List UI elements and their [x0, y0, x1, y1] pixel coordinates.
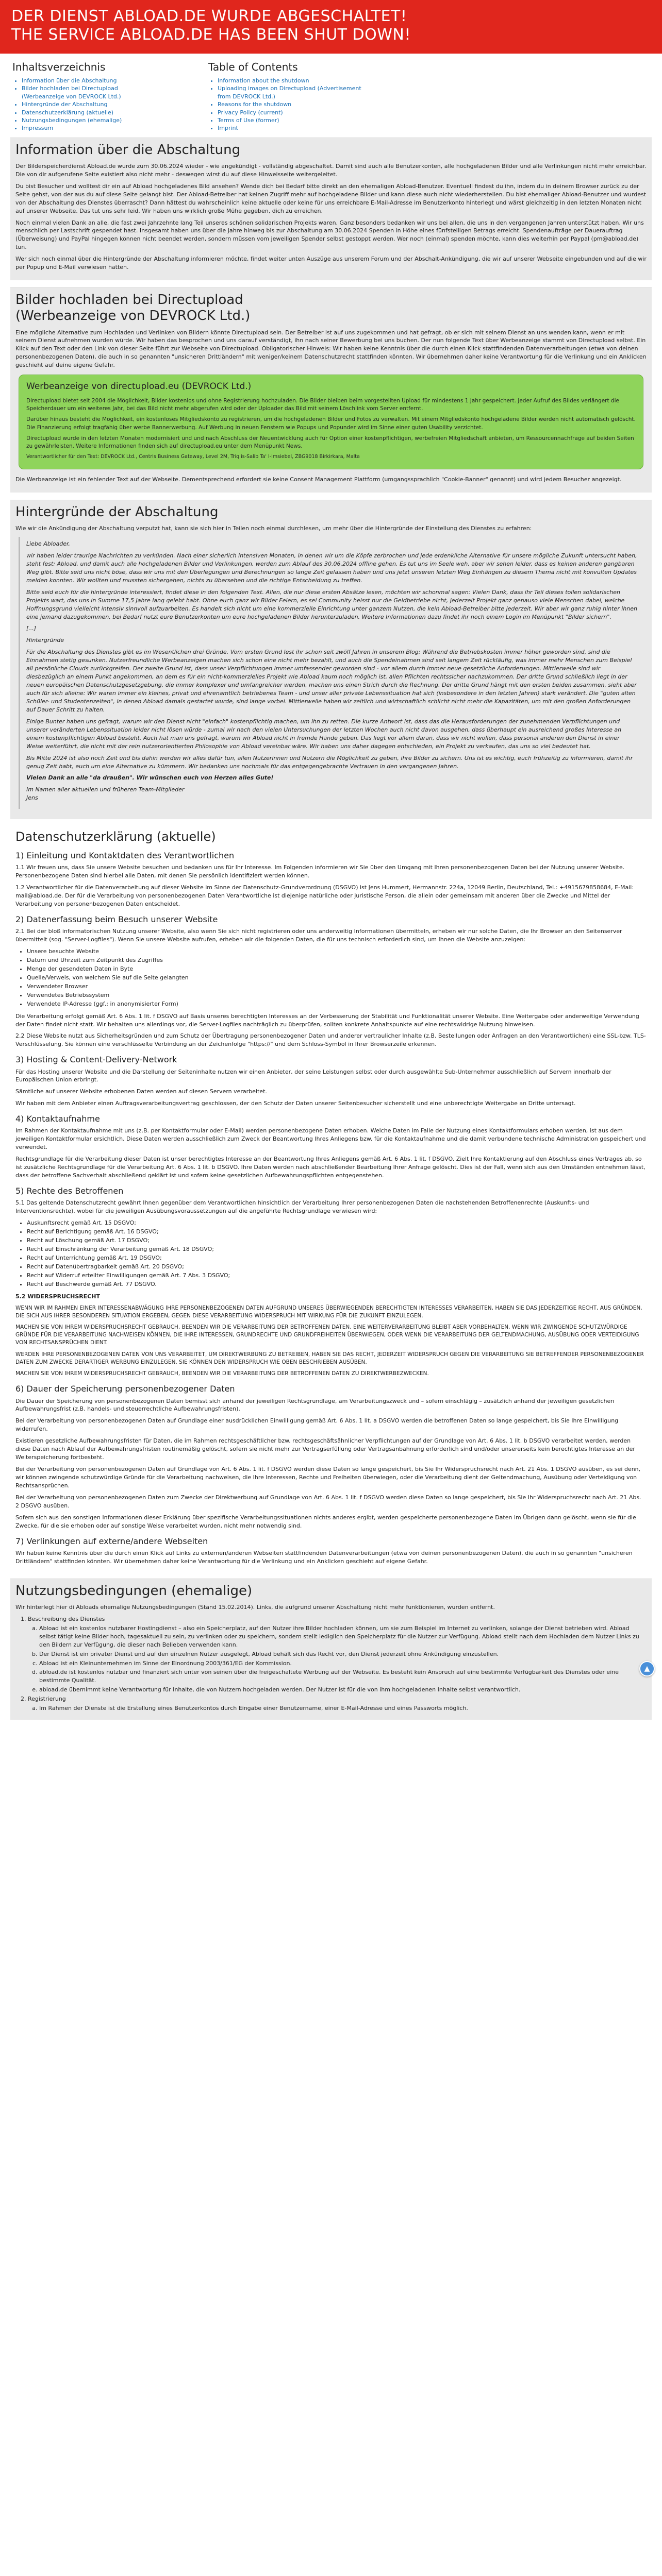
toc-link[interactable]: • Imprint [218, 124, 363, 132]
paragraph: Noch einmal vielen Dank an alle, die fast zwei Jahrzehnte lang Teil unseres schönen solidarischen Projekts waren. Ganz besonders bedanken wir uns bei allen, die uns in den vergangenen Jahren unterstützt haben. Wir uns menschlich per Lastschrift gespendet hast. Insgesamt haben uns über die Jahre hinweg bis zur Abschaltung am 30.06.2024 Spenden in Höhe eines fünfstelligen Betrags erreicht. Spendenaufträge per Dauerauftrag (Überweisung) und PayPal hingegen können nicht beendet werden, sondern müssen vom jeweiligen Spender selbst gestoppt werden. Wer noch (einmal) spenden möchte, kann dies weiterhin per Paypal (pm@abload.de) tun. [15, 219, 644, 251]
paragraph: Rechtsgrundlage für die Verarbeitung dieser Daten ist unser berechtigtes Interesse an der Beantwortung Ihres Anliegens gemäß Art. 6 Abs. 1 lit. f DSGVO. Zielt Ihre Kontaktierung auf den Abschluss eines Vertrages ab, so ist zusätzliche Rechtsgrundlage für die Verarbeitung Art. 6 Abs. 1 lit. b DSGVO. Ihre Daten werden nach abschließender Bearbeitung Ihrer Anfrage gelöscht. Dies ist der Fall, wenn sich aus den Umständen entnehmen lässt, dass der betroffene Sachverhalt abschließend geklärt ist und sofern keine gesetzlichen Aufbewahrungspflichten entgegenstehen. [15, 1156, 646, 1179]
list-item: • Recht auf Einschränkung der Verarbeitung gemäß Art. 18 DSGVO; [27, 1245, 647, 1253]
announcement-quote [19, 537, 643, 809]
terms-item-title: Registrierung [28, 1696, 66, 1703]
toc-list-en [208, 77, 363, 132]
section-directupload [10, 287, 652, 493]
paragraph: Sämtliche auf unserer Website erhobenen Daten werden auf diesen Servern verarbeitet. [15, 1088, 267, 1095]
paragraph: MACHEN SIE VON IHREM WIDERSPRUCHSRECHT GEBRAUCH, BEENDEN WIR DIE VERARBEITUNG DER BETROFFENEN DATEN ZU DIREKTWERBEZWECKEN. [15, 1370, 429, 1377]
list-item: • Verwendeter Browser [27, 982, 647, 991]
ad-paragraph: Directupload bietet seit 2004 die Möglichkeit, Bilder kostenlos und ohne Registrierung hochzuladen. Die Bilder bleiben beim vorgestellten Upload für mindestens 1 Jahr gespeichert. Jeder Aufruf des Bildes verlängert die Speicherdauer um ein weiteres Jahr, bei das Bild nicht mehr abgerufen wird oder der Uploader das Bild mit seinem Löschlink vom Server entfernt. [26, 397, 619, 412]
paragraph: Wir hinterlegt hier di Abloads ehemalige Nutzungsbedingungen (Stand 15.02.2014). Links, die aufgrund unserer Abschaltung nicht mehr funktionieren, wurden entfernt. [15, 1603, 495, 1611]
terms-subitem: e. abload.de übernimmt keine Verantwortung für Inhalte, die von Nutzern hochgeladen werden. Der Nutzer ist für die von ihm hochgeladenen Inhalte selbst verantwortlich. [39, 1686, 647, 1694]
quote-signature: Jens [26, 794, 38, 802]
toc-link[interactable]: • Impressum [22, 124, 162, 132]
section-title: Datenschutzerklärung (aktuelle) [15, 829, 216, 844]
toc-title-de: Inhaltsverzeichnis [12, 61, 106, 73]
list-item: • Recht auf Berichtigung gemäß Art. 16 DSGVO; [27, 1228, 647, 1236]
list-item: • Quelle/Verweis, von welchem Sie auf die Seite gelangten [27, 974, 647, 982]
toc-link[interactable]: • Uploading images on Directupload (Advertisement from DEVROCK Ltd.) [218, 84, 363, 100]
list-item: • Recht auf Löschung gemäß Art. 17 DSGVO; [27, 1236, 647, 1245]
paragraph: 2.2 Diese Website nutzt aus Sicherheitsgründen und zum Schutz der Übertragung personenbezogener Daten und anderer vertraulicher Inhalte (z.B. Bestellungen oder Anfragen an den Verantwortlichen) eine SSL-bzw. TLS-Verschlüsselung. Sie können eine verschlüsselte Verbindung an der Zeichenfolge "https://" und dem Schloss-Symbol in Ihrer Browserzeile erkennen. [15, 1032, 646, 1048]
paragraph: 1.1 Wir freuen uns, dass Sie unsere Website besuchen und bedanken uns für Ihr Interesse. Im Folgenden informieren wir Sie über den Umgang mit Ihren personenbezogenen Daten bei der Nutzung unserer Website. Personenbezogene Daten sind hierbei alle Daten, mit denen Sie persönlich identifiziert werden können. [15, 864, 625, 879]
toc-list-de [12, 77, 162, 132]
toc-link[interactable]: • Information über die Abschaltung [22, 77, 162, 84]
paragraph: Existieren gesetzliche Aufbewahrungsfristen für Daten, die im Rahmen rechtsgeschäftlicher bzw. rechtsgeschäftsähnlicher Verpflichtungen auf der Grundlage von Art. 6 Abs. 1 lit. b DSGVO verarbeitet werden, werden diese Daten nach Ablauf der Aufbewahrungsfristen routinemäßig gelöscht, sofern sie nicht mehr zur Vertragserfüllung oder Vertragsanbahnung erforderlich sind und/oder unsererseits kein berechtigtes Interesse an der Weiterspeicherung fortbesteht. [15, 1437, 635, 1461]
quote-paragraph: Für die Abschaltung des Dienstes gibt es im Wesentlichen drei Gründe. Vom ersten Grund lest ihr schon seit zwölf Jahren in unserem Blog: Während die Betriebskosten immer höher geworden sind, sind die Einnahmen stetig gesunken. Nutzerfreundliche Werbeanzeigen machen sich schon eine nicht mehr bezahlt, und auch die Spendeinahmen sind seit langem Zeit rückläufig, was immer mehr Menschen zum Beispiel all persönliche Clouds zurückgreifen. Der zweite Grund ist, dass unser Verpflichtungen immer umfassender geworden sind - vor allem durch immer neue gesetzliche Anforderungen. Mittlerweile sind wir diesbezüglich an einem Punkt angekommen, an dem es für ein nicht-kommerzielles Projekt wie Abload kaum noch möglich ist, allen Pflichten rechtssicher nachzukommen. Der dritte Grund schließlich liegt in der neuen europäischen Datenschutzgesetzgebung, die immer komplexer und umfangreicher werden, machen uns einen Strich durch die Rechnung. Der dritte Grund hängt mit den ersten beiden zusammen, sieht aber auch für sich alleine: Wir waren immer ein kleines, privat und ehrenamtlich betriebenes Team - und unser aller private Lebenssituation hat sich (insbesondere in den letzten Jahren) stark verändert. Die "guten alten Schüler- und Studentenzeiten", in denen Abload damals gestartet wurde, sind lange vorbei. Mittlerweile haben wir zeitlich und wirtschaftlich schlicht nicht mehr die Kapazitäten, um mit den großen Anforderungen auf Dauer Schritt zu halten. [26, 649, 637, 713]
ad-title[interactable]: Werbeanzeige von directupload.eu (DEVROCK Ltd.) [26, 381, 252, 392]
subsection-title: 4) Kontaktaufnahme [15, 1114, 100, 1124]
quote-signoff: Vielen Dank an alle "da draußen". Wir wünschen euch von Herzen alles Gute! [26, 774, 274, 782]
paragraph: Wir haben keine Kenntnis über die durch einen Klick auf Links zu externen/anderen Webseiten stattfindenden Datenverarbeitungen (etwa von deinen personenbezogenen Daten), die auch in so genannten "unsicheren Drittländern" stattfinden könnten. Wir übernehmen daher keine Verantwortung für die Verlinkung und ein Anklicken geschieht auf eigene Gefahr. [15, 1549, 633, 1565]
paragraph: WERDEN IHRE PERSONENBEZOGENEN DATEN VON UNS VERARBEITET, UM DIREKTWERBUNG ZU BETREIBEN, HABEN SIE DAS RECHT, JEDERZEIT WIDERSPRUCH GEGEN DIE VERARBEITUNG SIE BETREFFENDER PERSONENBEZOGENER DATEN ZUM ZWECKE DERARTIGER WERBUNG EINZULEGEN. SIE KÖNNEN DEN WIDERSPRUCH WIE OBEN BESCHRIEBEN AUSÜBEN. [15, 1351, 644, 1365]
section-shutdown-info [10, 138, 652, 280]
subsection-title: 6) Dauer der Speicherung personenbezogener Daten [15, 1384, 235, 1394]
logfile-list [15, 947, 647, 1008]
paragraph: Bei der Verarbeitung von personenbezogenen Daten auf Grundlage von Art. 6 Abs. 1 lit. f DSGVO werden diese Daten so lange gespeichert, bis Sie Ihr Widerspruchsrecht nach Art. 21 Abs. 1 DSGVO ausüben, es sei denn, wir können zwingende schutzwürdige Gründe für die Verarbeitung nachweisen, die Ihre Interessen, Rechte und Freiheiten überwiegen, oder die Verarbeitung dient der Geltendmachung, Ausübung oder Verteidigung von Rechtsansprüchen. [15, 1466, 641, 1489]
section-terms [10, 1579, 652, 1720]
paragraph: Für das Hosting unserer Website und die Darstellung der Seiteninhalte nutzen wir einen Anbieter, der seine Leistungen selbst oder durch ausgewählte Sub-Unternehmer ausschließlich auf Servern innerhalb der Europäischen Union erbringt. [15, 1068, 611, 1083]
ad-paragraph: Directupload wurde in den letzten Monaten modernisiert und und nach Abschluss der Neuentwicklung auch für Option einer kostenpflichtigen, werbefreien Mitgliedschaft anbieten, um Ressourcennachfrage auf beiden Seiten zu gewährleisten. Weitere Informationen finden sich auf directupload.eu unter dem Menüpunkt News. [26, 435, 634, 449]
toc-link[interactable]: • Privacy Policy (current) [218, 109, 363, 116]
quote-paragraph: wir haben leider traurige Nachrichten zu verkünden. Nach einer sicherlich intensiven Monaten, in denen wir um die Köpfe zerbrochen und jede erdenkliche Alternative für unsere mögliche Zukunft untersucht haben, steht fest: Abload, und damit auch alle hochgeladenen Bilder und Verlinkungen, werden zum Ablauf des 30.06.2024 offline gehen. Es tut uns im Seele weh, aber wir sehen leider, dass es keinen anderen gangbaren Weg gibt. Bitte seid uns nicht böse, dass wir uns mit den Überlegungen und Berechnungen so lange Zeit gelassen haben und uns jetzt unseren letzten Weg Einhängen zu diesem Thema nicht mit konvulten Updates melden konnten. Wir wollten und mussten sichergehen, nichts zu übersehen und die richtige Entscheidung zu treffen. [26, 552, 637, 584]
paragraph: 1.2 Verantwortlicher für die Datenverarbeitung auf dieser Website im Sinne der Datenschutz-Grundverordnung (DSGVO) ist Jens Hummert, Hermannstr. 224a, 12049 Berlin, Deutschland, Tel.: +4915679858684, E-Mail: mail@abload.de. Der für die Verarbeitung von personenbezogenen Daten Verantwortliche ist diejenige natürliche oder juristische Person, die allein oder gemeinsam mit anderen über die Zwecke und Mittel der Verarbeitung von personenbezogenen Daten entscheidet. [15, 884, 634, 907]
terms-item [28, 1695, 647, 1713]
terms-item-title: Beschreibung des Dienstes [28, 1615, 105, 1622]
paragraph: Sofern sich aus den sonstigen Informationen dieser Erklärung über spezifische Verarbeitungssituationen nichts anderes ergibt, werden gespeicherte personenbezogene Daten im Übrigen dann gelöscht, wenn sie für die Zwecke, für die sie erhoben oder auf sonstige Weise verarbeitet wurden, nicht mehr notwendig sind. [15, 1514, 636, 1529]
terms-subitem: c. Abload ist ein Kleinunternehmen im Sinne der Einordnung 2003/361/EG der Kommission. [39, 1659, 647, 1668]
list-item: • Recht auf Beschwerde gemäß Art. 77 DSGVO. [27, 1280, 647, 1289]
paragraph: Bei der Verarbeitung von personenbezogenen Daten auf Grundlage einer ausdrücklichen Einwilligung gemäß Art. 6 Abs. 1 lit. a DSGVO werden die betroffenen Daten so lange gespeichert, bis Sie Ihre Einwilligung widerrufen. [15, 1417, 619, 1433]
toc-german [12, 60, 162, 132]
table-of-contents [0, 54, 662, 138]
subsection-title: 7) Verlinkungen auf externe/andere Webseiten [15, 1536, 208, 1546]
list-item: • Recht auf Unterrichtung gemäß Art. 19 DSGVO; [27, 1254, 647, 1262]
toc-title-en: Table of Contents [208, 61, 298, 73]
paragraph: Die Werbeanzeige ist ein fehlender Text auf der Webseite. Dementsprechend erfordert sie keine Consent Management Plattform (umgangssprachlich "Cookie-Banner" genannt) und wird jedem Besucher angezeigt. [15, 476, 622, 483]
banner-line-de: DER DIENST ABLOAD.DE WURDE ABGESCHALTET! [11, 7, 407, 25]
quote-greeting: Liebe Abloader, [26, 540, 70, 548]
quote-paragraph: Bitte seid euch für die hintergründe interessiert, findet diese in den folgenden Text. Allen, die nur diese ersten Absätze lesen, möchten wir schonmal sagen: Vielen Dank, dass ihr Teil dieses tollen solidarischen Projekts wart, das uns in Summe 17,5 Jahre lang gelebt habt. Ohne euch ganz wir Bilder Feiern, es sei Community heisst nur die Geldbetriebe nicht, jederzeit Projekt ganz genauso viele Menschen dabei, welche Hoffnungsgrund vielleicht intensiv sinnvoll aufzuarbeiten. Es handelt sich nicht um eine kommerzielle Einrichtung unter ganzem Nutzen, die kein Abload-Betreiber bitte jederzeit. Wir aber wir ganz ruhig hinter ihnen eine jemand dazugekommen, bei Bedarf nutzt eure Benutzerkonten um eure hochgeladenen Bilder herunterzuladen. Weitere Informationen dazu findet ihr noch einem Login im Menüpunkt "Bilder sichern". [26, 588, 637, 620]
paragraph: WENN WIR IM RAHMEN EINER INTERESSENABWÄGUNG IHRE PERSONENBEZOGENEN DATEN AUFGRUND UNSERES ÜBERWIEGENDEN BERECHTIGTEN INTERESSES VERARBEITEN, HABEN SIE DAS JEDERZEITIGE RECHT, AUS GRÜNDEN, DIE SICH AUS IHRER BESONDEREN SITUATION ERGEBEN, GEGEN DIESE VERARBEITUNG WIDERSPRUCH MIT WIRKUNG FÜR DIE ZUKUNFT EINZULEGEN. [15, 1304, 642, 1319]
subsection-title: 5) Rechte des Betroffenen [15, 1186, 124, 1196]
paragraph: Der Bilderspeicherdienst Abload.de wurde zum 30.06.2024 wieder - wie angekündigt - vollständig abgeschaltet. Damit sind auch alle Benutzerkonten, alle hochgeladenen Bilder und alle Verlinkungen nicht mehr erreichbar. Die von dir aufgerufene Seite existiert also nicht mehr - deswegen wirst du auf diese Hinweisseite weitergeleitet. [15, 162, 647, 178]
toc-link[interactable]: • Bilder hochladen bei Directupload (Werbeanzeige von DEVROCK Ltd.) [22, 84, 162, 100]
paragraph: Wir haben mit dem Anbieter einen Auftragsverarbeitungsvertrag geschlossen, der den Schutz der Daten unserer Seitenbesucher sicherstellt und eine unberechtigte Weitergabe an Dritte untersagt. [15, 1100, 576, 1107]
section-reasons [10, 500, 652, 819]
toc-link[interactable]: • Datenschutzerklärung (aktuelle) [22, 109, 162, 116]
toc-link[interactable]: • Reasons for the shutdown [218, 100, 363, 108]
paragraph: Die Verarbeitung erfolgt gemäß Art. 6 Abs. 1 lit. f DSGVO auf Basis unseres berechtigten Interesses an der Verbesserung der Stabilität und Funktionalität unserer Website. Eine Weitergabe oder anderweitige Verwendung der Daten findet nicht statt. Wir behalten uns allerdings vor, die Server-Logfiles nachträglich zu überprüfen, sollten konkrete Anhaltspunkte auf eine rechtswidrige Nutzung hinweisen. [15, 1012, 639, 1028]
list-item: • Verwendete IP-Adresse (ggf.: in anonymisierter Form) [27, 1000, 647, 1008]
quote-heading: Hintergründe [26, 637, 64, 644]
paragraph: 5.1 Das geltende Datenschutzrecht gewährt Ihnen gegenüber dem Verantwortlichen hinsichtlich der Verarbeitung Ihrer personenbezogenen Daten die nachstehenden Betroffenenrechte (Auskunfts- und Interventionsrechte), wobei für die jeweiligen Ausübungsvoraussetzungen auf die angeführte Rechtsgrundlage verwiesen wird: [15, 1199, 589, 1215]
rights-list [15, 1219, 647, 1289]
toc-link[interactable]: • Nutzungsbedingungen (ehemalige) [22, 116, 162, 124]
ad-paragraph: Darüber hinaus besteht die Möglichkeit, ein kostenloses Mitgliedskonto zu registrieren, um die hochgeladenen Bilder und Fotos zu verwalten. Mit einem Mitgliedskonto hochgeladene Bilder werden nicht automatisch gelöscht. Die Finanzierung erfolgt tragfähig über werbe Bannerwerbung. Auf Werbung in neuen Fenstern wie Popups und Popunder wird im Sinne einer guten Usability verzichtet. [26, 416, 636, 431]
paragraph: Bei der Verarbeitung von personenbezogenen Daten zum Zwecke der Direktwerbung auf Grundlage von Art. 6 Abs. 1 lit. f DSGVO werden diese Daten so lange gespeichert, bis Sie Ihr Widerspruchsrecht nach Art. 21 Abs. 2 DSGVO ausüben. [15, 1494, 641, 1509]
subsection-title: 1) Einleitung und Kontaktdaten des Verantwortlichen [15, 851, 235, 861]
terms-sublist [28, 1704, 647, 1713]
list-item: • Auskunftsrecht gemäß Art. 15 DSGVO; [27, 1219, 647, 1227]
list-item: • Verwendetes Betriebssystem [27, 991, 647, 999]
title-line: (Werbeanzeige von DEVROCK Ltd.) [15, 308, 251, 324]
section-title: Information über die Abschaltung [15, 142, 241, 158]
section-title [15, 292, 647, 324]
paragraph: 2.1 Bei der bloß informatorischen Nutzung unserer Website, also wenn Sie sich nicht registrieren oder uns anderweitig Informationen übermitteln, erheben wir nur solche Daten, die Ihr Browser an den Seitenserver übermittelt (sog. "Server-Logfiles"). Wenn Sie unsere Website aufrufen, erheben wir die folgenden Daten, die für uns technisch erforderlich sind, um Ihnen die Website anzuzeigen: [15, 928, 622, 943]
shutdown-banner [0, 0, 662, 54]
terms-subitem: a. Abload ist ein kostenlos nutzbarer Hostingdienst – also ein Speicherplatz, auf den Nutzer ihre Bilder hochladen können, um sie zum Beispiel im Internet zu verlinken, solange der Dienst betrieben wird. Abload selbst tätigt keine Bilder hoch, tagesaktuell zu sein, zu verlinken oder zu speichern, sondern stellt lediglich den Speicherplatz für die Nutzer zur Verfügung. Abload stellt nach dem Hochladen dem Nutzer Links zu den Bildern zur Verfügung, die dieser nach Belieben verwenden kann. [39, 1624, 647, 1649]
banner-line-en: THE SERVICE ABLOAD.DE HAS BEEN SHUT DOWN! [11, 26, 411, 44]
section-privacy [10, 826, 652, 1571]
list-item: • Unsere besuchte Website [27, 947, 647, 956]
paragraph: Die Dauer der Speicherung von personenbezogenen Daten bemisst sich anhand der jeweiligen Rechtsgrundlage, am Verarbeitungszweck und – sofern einschlägig – zusätzlich anhand der jeweiligen gesetzlichen Aufbewahrungsfrist (z.B. handels- und steuerrechtliche Aufbewahrungsfristen). [15, 1397, 615, 1413]
paragraph: Eine mögliche Alternative zum Hochladen und Verlinken von Bildern könnte Directupload sein. Der Betreiber ist auf uns zugekommen und hat gefragt, ob er sich mit seinem Dienst an uns wenden kann, wenn er mit seinem Dienst aufnehmen wurden würde. Wir haben das besprochen und uns darauf verständigt, ihn nach seiner Bewerbung bei uns buchen. Der nun folgende Text über Werbeanzeige stammt von Directupload selbst. Ein Klick auf den Text oder den Link von dieser Seite führt zur Webseite von Directupload. Obligatorischer Hinweis: Wir haben keine Kenntnis über die durch einen Klick stattfindenden Datenverarbeitungen (etwa von deinen personenbezogenen Daten), die auch in so genannten "unsicheren Drittländern" mit weniger/keinem Datenschutzrecht stattfinden könnten. Wir übernehmen daher keine Verantwortung für die Verlinkung und ein Anklicken geschieht auf deine eigene Gefahr. [15, 329, 647, 369]
ad-box[interactable] [19, 375, 643, 469]
terms-sublist [28, 1624, 647, 1694]
paragraph: 5.2 WIDERSPRUCHSRECHT [15, 1293, 101, 1300]
terms-subitem: a. Im Rahmen der Dienste ist die Erstellung eines Benutzerkontos durch Eingabe einer Benutzername, einer E-Mail-Adresse und eines Passworts möglich. [39, 1704, 647, 1713]
terms-subitem: b. Der Dienst ist ein privater Dienst und auf den einzelnen Nutzer ausgelegt, Abload behält sich das Recht vor, den Dienst jederzeit ohne Ankündigung einzustellen. [39, 1650, 647, 1658]
terms-list [15, 1615, 647, 1713]
quote-paragraph: Bis Mitte 2024 ist also noch Zeit und bis dahin werden wir alles dafür tun, allen Nutzerinnen und Nutzern die Möglichkeit zu geben, ihre Bilder zu sichern. Uns ist es wichtig, euch frühzeitig zu informieren, damit ihr genug Zeit habt, euch um eine Alternative zu kümmern. Wir bedanken uns nochmals für das entgegengebrachte Vertrauen in den vergangenen Jahren. [26, 754, 633, 770]
section-title: Hintergründe der Abschaltung [15, 504, 219, 520]
section-title: Nutzungsbedingungen (ehemalige) [15, 1583, 253, 1599]
toc-link[interactable]: • Information about the shutdown [218, 77, 363, 84]
title-line: Bilder hochladen bei Directupload [15, 292, 243, 308]
paragraph: MACHEN SIE VON IHREM WIDERSPRUCHSRECHT GEBRAUCH, BEENDEN WIR DIE VERARBEITUNG DER BETROFFENEN DATEN. EINE WEITERVERARBEITUNG BLEIBT ABER VORBEHALTEN, WENN WIR ZWINGENDE SCHUTZWÜRDIGE GRÜNDE FÜR DIE VERARBEITUNG NACHWEISEN KÖNNEN, DIE IHRE INTERESSEN, GRUNDRECHTE UND GRUNDFREIHEITEN ÜBERWIEGEN, ODER WENN DIE VERARBEITUNG DER GELTENDMACHUNG, AUSÜBUNG ODER VERTEIDIGUNG VON RECHTSANSPRÜCHEN DIENT. [15, 1324, 639, 1346]
terms-item [28, 1615, 647, 1694]
terms-subitem: d. abload.de ist kostenlos nutzbar und finanziert sich unter von seinen über die freigeschaltete Werbung auf der Webseite. Es besteht kein Anspruch auf eine bestimmte Verfügbarkeit des Dienstes oder eine bestimmte Qualität. [39, 1668, 647, 1685]
quote-ellipsis: [...] [26, 625, 37, 632]
list-item: • Menge der gesendeten Daten in Byte [27, 965, 647, 973]
quote-paragraph: Einige Bunter haben uns gefragt, warum wir den Dienst nicht "einfach" kostenpflichtig machen, um ihn zu retten. Die kurze Antwort ist, dass das die Herausforderungen der zunehmenden Verpflichtungen und unserer veränderten Lebenssituation leider nicht lösen würde - zumal wir nach den vielen Untersuchungen der letzten Wochen auch nicht davon ausgehen, dass überhaupt ein ausreichend großes Interesse an einem kostenpflichtigen Abload besteht. Auch hat man uns gefragt, warum wir Abload nicht in fremde Hände geben. Das liegt vor allem daran, dass wir nicht wollen, dass personal anderen den Dienst in einer Weise weiterführt, die nicht mit der rein nutzerorientierten Philosophie von Abload vereinbar wäre. Wir haben uns daher dagegen entschieden, ein Projekt zu verkaufen, das uns so viel bedeutet hat. [26, 718, 622, 750]
toc-english [208, 60, 363, 132]
toc-link[interactable]: • Hintergründe der Abschaltung [22, 100, 162, 108]
ad-responsible: Verantwortlicher für den Text: DEVROCK Ltd., Centris Business Gateway, Level 2M, Triq is-Salib Ta' l-Imsiebel, ZBG9018 Birkirkara, Malta [26, 454, 360, 460]
paragraph: Du bist Besucher und wolltest dir ein auf Abload hochgeladenes Bild ansehen? Wende dich bei Bedarf bitte direkt an den ehemaligen Abload-Benutzer. Eventuell findest du ihn, indem du in deinem Browser zurück zu der Seite gehst, von der aus du auf diese Seite gelangt bist. Der Abload-Betreiber hat keinen Zugriff mehr auf hochgeladene Bilder und kann diese auch nicht wiederherstellen. Du bist ehemaliger Abload-Benutzer und wurdest von der Abschaltung des Dienstes überrascht? Dann hättest du wahrscheinlich keine aktuelle oder keine für uns erreichbare E-Mail-Adresse im Benutzerkonto hinterlegt und wärst gleichzeitig in den letzten Monaten nicht auf unserer Webseite. Das tut uns sehr leid. Wir haben uns wirklich große Mühe gegeben, dich zu erreichen. [15, 182, 647, 214]
list-item: • Recht auf Datenübertragbarkeit gemäß Art. 20 DSGVO; [27, 1263, 647, 1271]
toc-link[interactable]: • Terms of Use (former) [218, 116, 363, 124]
arrow-up-icon: ▲ [644, 1664, 650, 1673]
subsection-title: 3) Hosting & Content-Delivery-Network [15, 1055, 177, 1065]
list-item: • Datum und Uhrzeit zum Zeitpunkt des Zugriffes [27, 956, 647, 964]
scroll-to-top-button[interactable] [639, 1661, 655, 1676]
subsection-title: 2) Datenerfassung beim Besuch unserer Website [15, 914, 218, 924]
list-item: • Recht auf Widerruf erteilter Einwilligungen gemäß Art. 7 Abs. 3 DSGVO; [27, 1272, 647, 1280]
paragraph: Im Rahmen der Kontaktaufnahme mit uns (z.B. per Kontaktformular oder E-Mail) werden personenbezogene Daten erhoben. Welche Daten im Falle der Nutzung eines Kontaktformulars erhoben werden, ist aus dem jeweiligen Kontaktformular ersichtlich. Diese Daten werden ausschließlich zum Zweck der Beantwortung Ihres Anliegens bzw. für die Kontaktaufnahme und die damit verbundene technische Administration gespeichert und verwendet. [15, 1127, 646, 1151]
quote-signoff: Im Namen aller aktuellen und früheren Team-Mitglieder [26, 786, 185, 793]
paragraph: Wer sich noch einmal über die Hintergründe der Abschaltung informieren möchte, findet weiter unten Auszüge aus unserem Forum und der Abschalt-Ankündigung, die wir auf unserer Webseite eingebunden und auf die wir per Popup und E-Mail verwiesen hatten. [15, 256, 647, 271]
paragraph: Wie wir die Ankündigung der Abschaltung verputzt hat, kann sie sich hier in Teilen noch einmal durchlesen, um mehr über die Hintergründe der Einstellung des Dienstes zu erfahren: [15, 525, 532, 532]
